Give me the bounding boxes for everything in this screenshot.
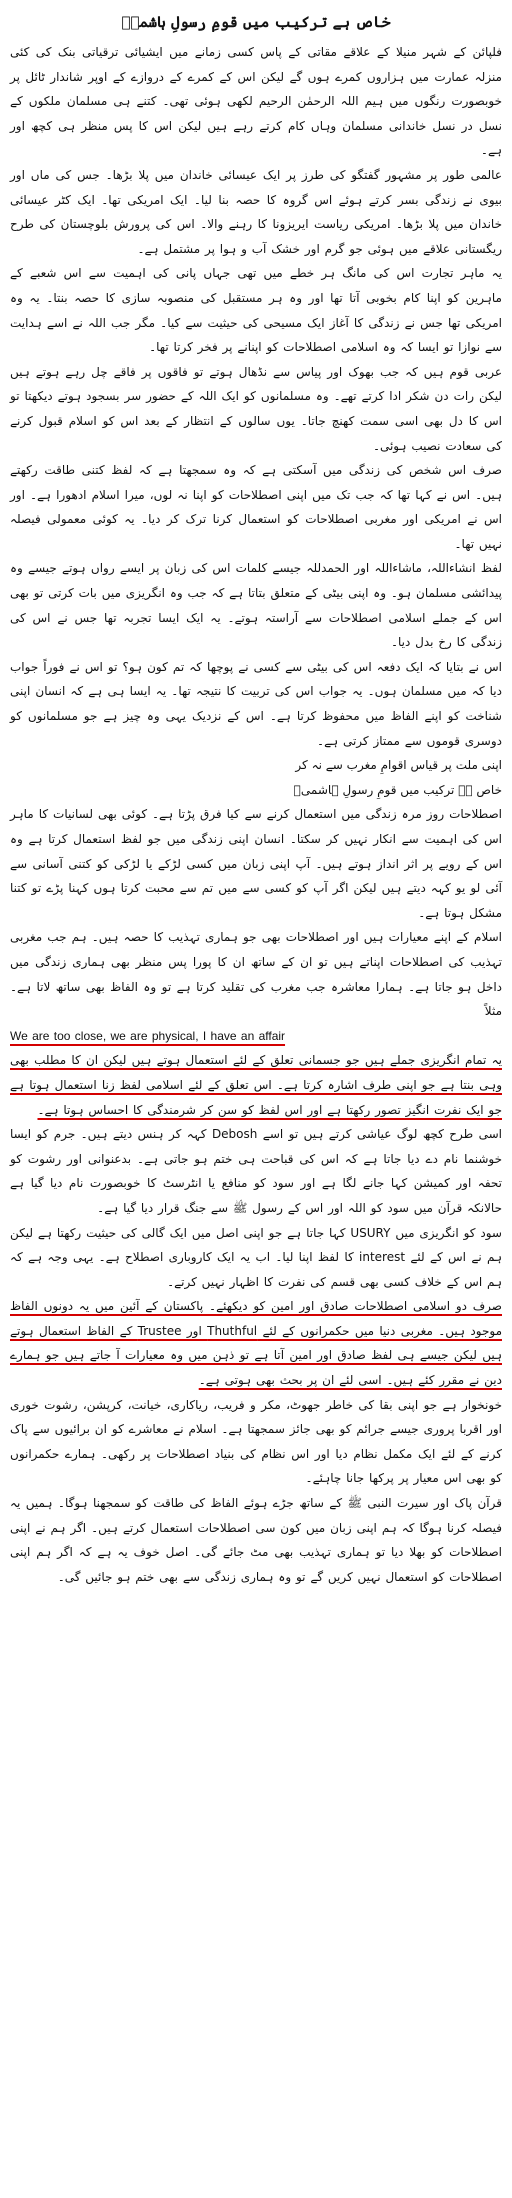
article-title: خاص ہے ترکیب میں قومِ رسولِ ہاشمیؐ [121,13,391,31]
paragraph-11: اسی طرح کچھ لوگ عیاشی کرتے ہیں تو اسے Debosh کہہ کر ہنس دیتے ہیں۔ جرم کو ایسا خوشنما نام دے دیا جاتا ہے کہ اس کی قباحت ہی ختم ہو جاتی ہے۔ بدعنوانی اور رشوت کو تحفہ اور کمیشن کہا جانے لگا ہے اور سود کو منافع یا انٹرسٹ کا خوبصورت نام دیا گیا ہے حالانکہ قرآن میں سود کو اللہ اور اس کے رسول ﷺ سے جنگ قرار دیا گیا ہے۔ [10,1127,502,1215]
paragraph-13: صرف دو اسلامی اصطلاحات صادق اور امین کو دیکھئے۔ پاکستان کے آئین میں یہ دونوں الفاظ موجود ہیں۔ مغربی دنیا میں حکمرانوں کے لئے Thuthful اور Trustee کے الفاظ استعمال ہوتے ہیں لیکن جیسے ہی لفظ صادق اور امین آتا ہے تو ذہن میں وہ معیارات آ جاتے ہیں جو ہمارے دین نے مقرر کئے ہیں۔ اسی لئے ان پر بحث بھی ہوتی ہے۔ [10,1299,502,1388]
paragraph-3: یہ ماہر تجارت اس کی مانگ ہر خطے میں تھی جہاں پانی کی اہمیت سے اس شعبے کے ماہرین کو اپنا کام بخوبی آتا تھا اور وہ ہر مستقبل کی منصوبہ سازی کا حصہ بنتا۔ یہ وہ امریکی تھا جس نے زندگی کا آغاز ایک مسیحی کی حیثیت سے کیا۔ مگر جب اللہ نے اسے ہدایت سے نوازا تو ایسا کہ وہ اسلامی اصطلاحات کو اپنانے پر فخر کرتا تھا۔ [10,266,502,355]
paragraph-14: خونخوار ہے جو اپنی بقا کی خاطر جھوٹ، مکر و فریب، ریاکاری، خیانت، کرپشن، رشوت خوری اور اقربا پروری جیسے جرائم کو بھی جائز سمجھتا ہے۔ اسلام نے معاشرے کو ان برائیوں سے پاک کرنے کے لئے ایک مکمل نظام دیا اور اس نظام کی بنیاد اصطلاحات پر رکھی۔ ہمارے حکمرانوں کو بھی اس معیار پر پرکھا جانا چاہئے۔ [10,1397,502,1486]
verse-line-1: اپنی ملت پر قیاس اقوامِ مغرب سے نہ کر [295,758,502,773]
paragraph-6: لفظ انشاءاللہ، ماشاءاللہ اور الحمدللہ جیسے کلمات اس کی زبان پر ایسے رواں ہوتے جیسے وہ پیدائشی مسلمان ہو۔ وہ اپنی بیٹی کے متعلق بتاتا ہے کہ جب وہ انگریزی میں بات کرتی تو بھی اس کے جملے اسلامی اصطلاحات سے آراستہ ہوتے۔ یہ ایک ایسا تجربہ تھا جس نے اس کی زندگی کا رخ بدل دیا۔ [10,561,502,650]
paragraph-7: اس نے بتایا کہ ایک دفعہ اس کی بیٹی سے کسی نے پوچھا کہ تم کون ہو؟ تو اس نے فوراً جواب دیا کہ میں مسلمان ہوں۔ یہ جواب اس کی تربیت کا نتیجہ تھا۔ یہ ایسا ہی ہے کہ انسان اپنی شناخت کو اپنے الفاظ میں محفوظ کرتا ہے۔ اس کے نزدیک یہی وہ چیز ہے جو مسلمانوں کو دوسری قوموں سے ممتاز کرتی ہے۔ [10,659,502,748]
paragraph-5: صرف اس شخص کی زندگی میں آسکتی ہے کہ وہ سمجھتا ہے کہ لفظ کتنی طاقت رکھتے ہیں۔ اس نے کہا تھا کہ جب تک میں اپنی اصطلاحات کو اپنا نہ لوں، میرا اسلام ادھورا ہے۔ اور اس نے امریکی اور مغربی اصطلاحات کو استعمال کرنا ترک کر دیا۔ یہ کوئی معمولی فیصلہ نہیں تھا۔ [10,463,502,551]
english-phrase: We are too close, we are physical, I have an affair [10,1028,286,1043]
paragraph-1: فلپائن کے شہر منیلا کے علاقے مقاتی کے پاس کسی زمانے میں ایشیائی ترقیاتی بنک کی کئی منزلہ عمارت میں ہزاروں کمرے ہوں گے لیکن اس کے کمرے کے دروازے کے اوپر شاندار ٹائل پر خوبصورت رنگوں میں ہیم اللہ الرحمٰن الرحیم لکھی ہوئی تھی۔ کتنے ہی مسلمان ملکوں کے نسل در نسل خاندانی مسلمان وہاں کام کرتے رہے ہیں لیکن اس کا پس منظر ہی کچھ اور ہے۔ [10,45,502,158]
paragraph-2: عالمی طور پر مشہور گفتگو کی طرز پر ایک عیسائی خاندان میں پلا بڑھا۔ جس کی ماں اور بیوی نے زندگی بسر کرتے ہوئے اس گروہ کا حصہ بنا لیا۔ ایک امریکی تھا۔ ایک کٹر عیسائی خاندان میں پلا بڑھا۔ امریکی ریاست ایریزونا کا رہنے والا۔ اس کی پرورش بلوچستان کی طرح ریگستانی علاقے میں ہوئی جو گرم اور خشک آب و ہوا پر مشتمل ہے۔ [10,167,502,256]
paragraph-8: اصطلاحات روز مرہ زندگی میں استعمال کرنے سے کیا فرق پڑتا ہے۔ کوئی بھی لسانیات کا ماہر اس کی اہمیت سے انکار نہیں کر سکتا۔ انسان اپنی زندگی میں جو لفظ استعمال کرتا ہے وہ اس کے رویے پر اثر انداز ہوتے ہیں۔ آپ اپنی زبان میں کسی لڑکے یا لڑکی کو کتنی آسانی سے آئی لو یو کہہ دیتے ہیں لیکن اگر آپ کو کسی سے میں تم سے محبت کرتا ہوں کہنا پڑے تو کتنا مشکل ہوتا ہے۔ [10,807,502,920]
paragraph-4: عربی قوم ہیں کہ جب بھوک اور پیاس سے نڈھال ہوتے تو فاقوں پر فاقے چل رہے ہوتے ہیں لیکن رات دن شکر ادا کرتے تھے۔ وہ مسلمانوں کو ایک اللہ کے حضور سر بسجود ہوتے دیکھتا تو اس کا دل بھی اسی سمت کھنچ جاتا۔ یوں سالوں کے انتظار کے بعد اس کو اسلام قبول کرنے کی سعادت نصیب ہوئی۔ [10,364,502,453]
paragraph-9: اسلام کے اپنے معیارات ہیں اور اصطلاحات بھی جو ہماری تہذیب کا حصہ ہیں۔ ہم جب مغربی تہذیب کی اصطلاحات اپناتے ہیں تو ان کے ساتھ ان کا پورا پس منظر بھی ہماری زندگی میں داخل ہو جاتا ہے۔ ہمارا معاشرہ جب مغرب کی تقلید کرتا ہے تو وہ الفاظ بھی ساتھ لاتا ہے۔ مثلاً [10,930,502,1019]
paragraph-15: قرآن پاک اور سیرت النبی ﷺ کے ساتھ جڑے ہوئے الفاظ کی طاقت کو سمجھنا ہوگا۔ ہمیں یہ فیصلہ کرنا ہوگا کہ ہم اپنی زبان میں کون سی اصطلاحات استعمال کرتے ہیں۔ اگر ہم نے اپنی اصطلاحات کو بھلا دیا تو ہماری تہذیب بھی مٹ جائے گی۔ اصل خوف یہ ہے کہ اگر ہم اپنی اصطلاحات کو استعمال نہیں کریں گے تو وہ ہماری زندگی سے بھی ختم ہو جائیں گی۔ [10,1496,502,1584]
verse-line-2: خاص ہے ترکیب میں قومِ رسولِ ہاشمیؐ [293,782,502,797]
paragraph-10: یہ تمام انگریزی جملے ہیں جو جسمانی تعلق کے لئے استعمال ہوتے ہیں لیکن ان کا مطلب بھی وہی بنتا ہے جو اپنی طرف اشارہ کرتا ہے۔ اس تعلق کے لئے اسلامی لفظ زنا استعمال ہوتا ہے جو ایک نفرت انگیز تصور رکھتا ہے اور اس لفظ کو سن کر شرمندگی کا احساس ہوتا ہے۔ [10,1053,502,1117]
paragraph-12: سود کو انگریزی میں USURY کہا جاتا ہے جو اپنی اصل میں ایک گالی کی حیثیت رکھتا ہے لیکن ہم نے اس کے لئے interest کا لفظ اپنا لیا۔ اب یہ ایک کاروباری اصطلاح ہے۔ یہی وجہ ہے کہ ہم اس کے خلاف کسی بھی قسم کی نفرت کا اظہار نہیں کرتے۔ [10,1225,503,1289]
